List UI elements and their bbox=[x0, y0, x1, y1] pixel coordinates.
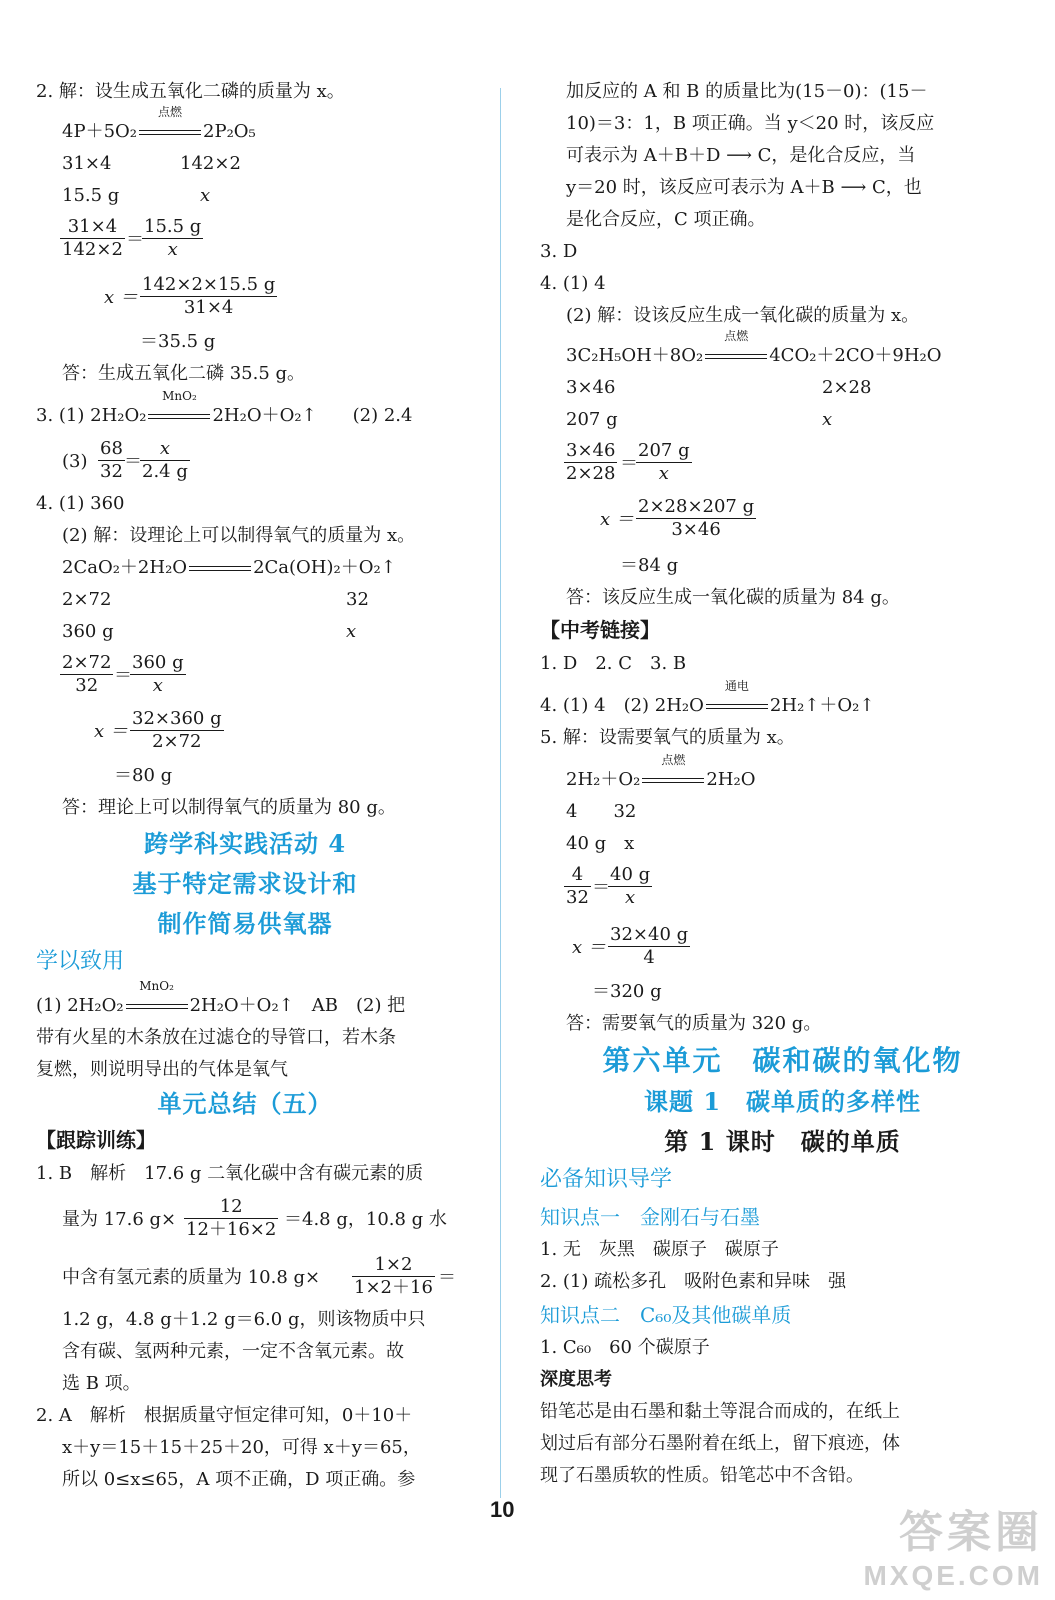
link-line-4: 4. (1) 4 (2) 2H₂O 通电 2H₂↑＋O₂↑ bbox=[540, 679, 875, 716]
q2-mass-a: 15.5 g bbox=[62, 185, 120, 206]
r-fraction-3: $\frac{2\times 28\times 207 g}{3\times 46}$ bbox=[638, 496, 755, 540]
t1-line-4: 1.2 g，4.8 g＋1.2 g＝6.0 g，则该物质中只 bbox=[62, 1309, 426, 1330]
reaction-condition: 点燃 bbox=[640, 768, 706, 792]
q4-ratio-b: 32 bbox=[346, 589, 369, 610]
apply-heading: 学以致用 bbox=[36, 949, 125, 974]
equals-sign: ＝ bbox=[592, 877, 610, 898]
q2-equation bbox=[62, 105, 256, 144]
t1-line-6: 选 B 项。 bbox=[62, 1373, 141, 1394]
equals-sign: ＝ bbox=[620, 453, 638, 474]
r-equation: 3C₂H₅OH＋8O₂ 点燃 4CO₂＋2CO＋9H₂O bbox=[566, 329, 942, 366]
guide-heading: 必备知识导学 bbox=[540, 1167, 673, 1192]
activity-title-3: 制作简易供氧器 bbox=[157, 909, 333, 938]
link-heading: 【中考链接】 bbox=[540, 618, 660, 642]
q2-eq-right: 2P₂O₅ bbox=[203, 121, 256, 142]
q4-ratio-a: 2×72 bbox=[62, 589, 112, 610]
l5-result: ＝320 g bbox=[592, 981, 662, 1002]
t1-line-2b: ＝4.8 g，10.8 g 水 bbox=[284, 1209, 447, 1230]
r-line-2: 10)＝3：1，B 项正确。当 y＜20 时，该反应 bbox=[566, 113, 935, 134]
l5-fraction-3: $\frac{32\times 40 g}{4}$ bbox=[610, 924, 689, 968]
reaction-condition: MnO₂ bbox=[146, 404, 212, 428]
deep-line-1: 铅笔芯是由石墨和黏土等混合而成的，在纸上 bbox=[540, 1401, 900, 1422]
watermark-logo: 答案圈 MXQE.COM bbox=[863, 1508, 1043, 1591]
deep-thinking-heading: 深度思考 bbox=[540, 1369, 612, 1390]
q4-equation: 2CaO₂＋2H₂O 2Ca(OH)₂＋O₂↑ bbox=[62, 557, 396, 578]
equals-sign: ＝ bbox=[126, 229, 144, 250]
equals-sign: ＝ bbox=[114, 665, 132, 686]
q2-fraction-3: $\frac{142\times 2\times 15.5 g}{31\times 4}$ bbox=[142, 274, 276, 318]
apply-line-1: (1) 2H₂O₂ MnO₂ 2H₂O＋O₂↑ AB (2) 把 bbox=[36, 979, 406, 1016]
t1-line-3a: 中含有氢元素的质量为 10.8 g× bbox=[62, 1267, 321, 1288]
t1-fraction-2: $\frac{1\times 2}{1\times 2+16}$ bbox=[354, 1254, 433, 1298]
lesson-title: 课题 1 碳单质的多样性 bbox=[643, 1087, 922, 1116]
r-q4-part2: (2) 解：设该反应生成一氧化碳的质量为 x。 bbox=[566, 305, 920, 326]
t2-line-1: 2. A 解析 根据质量守恒定律可知，0＋10＋ bbox=[36, 1405, 413, 1426]
reaction-condition: 通电 bbox=[704, 694, 770, 718]
activity-title-1: 跨学科实践活动 4 bbox=[143, 829, 347, 858]
equals-sign: ＝ bbox=[124, 451, 142, 472]
kp2-line-1: 1. C₆₀ 60 个碳原子 bbox=[540, 1337, 710, 1358]
l5-equation: 2H₂＋O₂ 点燃 2H₂O bbox=[566, 753, 756, 790]
r-line-4: y＝20 时，该反应可表示为 A＋B ⟶ C，也 bbox=[566, 177, 922, 198]
q3-fraction-2: $\frac{x}{2.4 g}$ bbox=[142, 438, 188, 482]
apply-line-2: 带有火星的木条放在过滤仓的导管口，若木条 bbox=[36, 1027, 396, 1048]
q3-fraction-1: $\frac{68}{32}$ bbox=[100, 438, 123, 482]
knowledge-point-2: 知识点二 C₆₀及其他碳单质 bbox=[540, 1303, 792, 1327]
r-line-5: 是化合反应，C 项正确。 bbox=[566, 209, 766, 230]
t1-line-1: 1. B 解析 17.6 g 二氧化碳中含有碳元素的质 bbox=[36, 1163, 424, 1184]
l5-answer: 答：需要氧气的质量为 320 g。 bbox=[566, 1013, 822, 1034]
q4-answer: 答：理论上可以制得氧气的质量为 80 g。 bbox=[62, 797, 396, 818]
q4-part2: (2) 解：设理论上可以制得氧气的质量为 x。 bbox=[62, 525, 416, 546]
kp1-line-2: 2. (1) 疏松多孔 吸附色素和异味 强 bbox=[540, 1271, 847, 1292]
t2-line-3: 所以 0≤x≤65，A 项不正确，D 项正确。参 bbox=[62, 1469, 416, 1490]
r-ratio-a: 3×46 bbox=[566, 377, 616, 398]
kp1-line-1: 1. 无 灰黑 碳原子 碳原子 bbox=[540, 1239, 779, 1260]
r-ratio-b: 2×28 bbox=[822, 377, 872, 398]
t1-line-2a: 量为 17.6 g× bbox=[62, 1209, 177, 1230]
knowledge-point-1: 知识点一 金刚石与石墨 bbox=[540, 1205, 760, 1229]
link-line-1: 1. D 2. C 3. B bbox=[540, 653, 687, 674]
q4-fraction-2: $\frac{360 g}{x}$ bbox=[132, 652, 184, 696]
q2-x-label: x ＝ bbox=[104, 287, 138, 308]
r-mass-b: x bbox=[822, 409, 833, 430]
deep-line-3: 现了石墨质软的性质。铅笔芯中不含铅。 bbox=[540, 1465, 864, 1486]
summary-title: 单元总结（五） bbox=[157, 1089, 333, 1118]
deep-line-2: 划过后有部分石墨附着在纸上，留下痕迹，体 bbox=[540, 1433, 900, 1454]
q2-fraction-1: $\frac{31\times 4}{142\times 2}$ bbox=[62, 216, 123, 260]
q3-line: 3. (1) 2H₂O₂ MnO₂ 2H₂O＋O₂↑ (2) 2.4 bbox=[36, 389, 413, 426]
reaction-condition: MnO₂ bbox=[124, 994, 190, 1018]
reaction-condition: 点燃 bbox=[703, 344, 769, 368]
q2-eq-left: 4P＋5O₂ bbox=[62, 121, 137, 142]
apply-line-3: 复燃，则说明导出的气体是氧气 bbox=[36, 1059, 288, 1080]
q2-ratio-a: 31×4 bbox=[62, 153, 112, 174]
reaction-condition: 点燃 bbox=[137, 120, 203, 144]
r-x-label: x ＝ bbox=[600, 509, 634, 530]
l5-fraction-1: $\frac{4}{32}$ bbox=[566, 864, 589, 908]
t1-line-5: 含有碳、氢两种元素，一定不含氧元素。故 bbox=[62, 1341, 404, 1362]
q2-heading: 2. 解：设生成五氧化二磷的质量为 x。 bbox=[36, 81, 345, 102]
q3-part3-label: (3) bbox=[62, 451, 88, 472]
r-q4-part1: 4. (1) 4 bbox=[540, 273, 606, 294]
q4-fraction-3: $\frac{32\times 360 g}{2\times 72}$ bbox=[132, 708, 222, 752]
q2-ratio-b: 142×2 bbox=[180, 153, 241, 174]
q4-fraction-1: $\frac{2\times 72}{32}$ bbox=[62, 652, 112, 696]
r-q3: 3. D bbox=[540, 241, 578, 262]
q4-result: ＝80 g bbox=[114, 765, 173, 786]
r-answer: 答：该反应生成一氧化碳的质量为 84 g。 bbox=[566, 587, 900, 608]
l5-x-label: x ＝ bbox=[572, 937, 606, 958]
activity-title-2: 基于特定需求设计和 bbox=[132, 869, 358, 898]
page-number: 10 bbox=[490, 1497, 515, 1522]
link-line-5: 5. 解：设需要氧气的质量为 x。 bbox=[540, 727, 795, 748]
column-divider bbox=[500, 88, 501, 1498]
t2-line-2: x＋y＝15＋15＋25＋20，可得 x＋y＝65， bbox=[62, 1437, 421, 1458]
q2-mass-b: x bbox=[200, 185, 211, 206]
r-fraction-1: $\frac{3\times 46}{2\times 28}$ bbox=[566, 440, 616, 484]
l5-fraction-2: $\frac{40 g}{x}$ bbox=[610, 864, 651, 908]
l5-masses: 40 g x bbox=[566, 833, 635, 854]
r-result: ＝84 g bbox=[620, 555, 679, 576]
q4-x-label: x ＝ bbox=[94, 721, 128, 742]
q2-result: ＝35.5 g bbox=[140, 331, 216, 352]
q4-mass-a: 360 g bbox=[62, 621, 114, 642]
r-fraction-2: $\frac{207 g}{x}$ bbox=[638, 440, 690, 484]
period-title: 第 1 课时 碳的单质 bbox=[664, 1127, 901, 1156]
q2-fraction-2: $\frac{15.5 g}{x}$ bbox=[144, 216, 202, 260]
t1-fraction-1: $\frac{12}{12+16\times 2}$ bbox=[186, 1196, 277, 1240]
unit-title: 第六单元 碳和碳的氧化物 bbox=[602, 1044, 963, 1077]
track-heading: 【跟踪训练】 bbox=[36, 1128, 156, 1152]
q4-mass-b: x bbox=[346, 621, 357, 642]
r-line-3: 可表示为 A＋B＋D ⟶ C，是化合反应，当 bbox=[566, 145, 916, 166]
reaction-equals bbox=[187, 556, 253, 580]
l5-ratios: 4 32 bbox=[566, 801, 637, 822]
q4-part1: 4. (1) 360 bbox=[36, 493, 125, 514]
t1-line-3b: ＝ bbox=[438, 1267, 456, 1288]
q2-answer: 答：生成五氧化二磷 35.5 g。 bbox=[62, 363, 306, 384]
r-line-1: 加反应的 A 和 B 的质量比为(15－0)：(15－ bbox=[566, 81, 928, 102]
r-mass-a: 207 g bbox=[566, 409, 618, 430]
